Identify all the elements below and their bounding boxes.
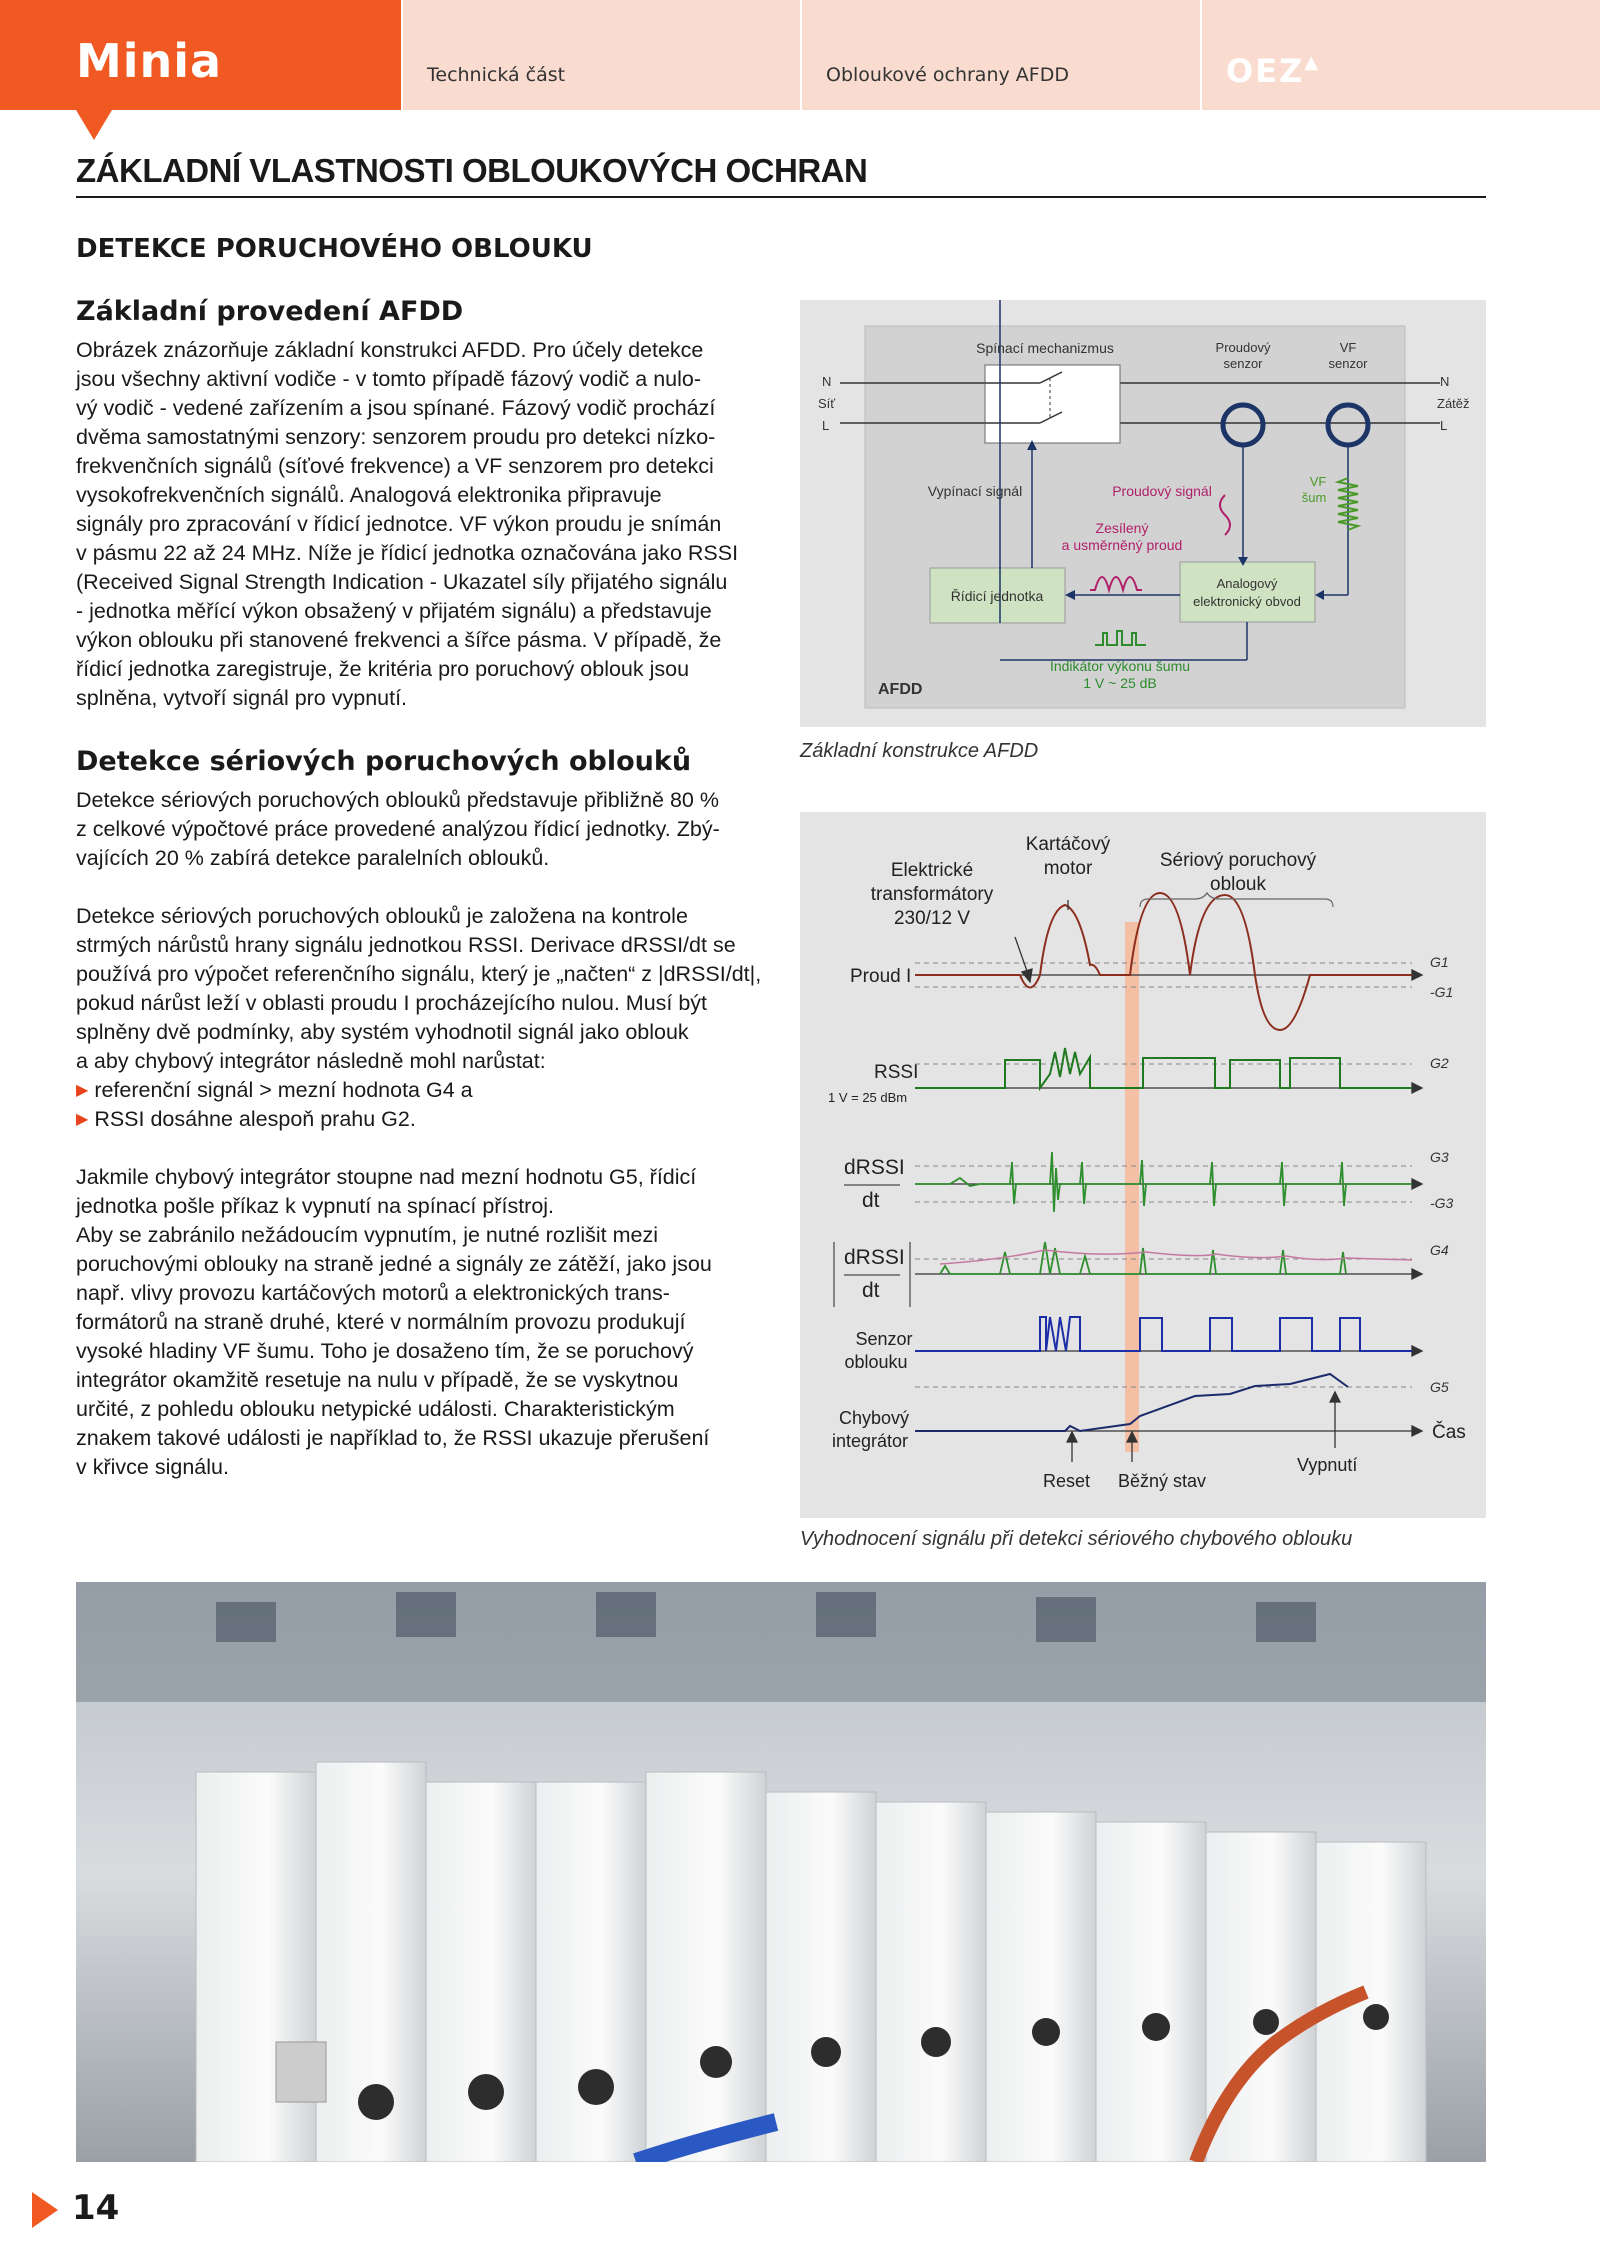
- section2-heading: Detekce sériových poruchových oblouků: [76, 746, 692, 777]
- serial-arc-label: oblouk: [1210, 874, 1266, 895]
- analog-label: Analogový: [1216, 576, 1278, 591]
- text-line: z celkové výpočtové práce provedené analýzou řídicí jednotky. Zbý-: [76, 817, 720, 841]
- sensor-row-label: Senzor: [855, 1329, 913, 1349]
- text-line: splněna, vytvoří signál pro vypnutí.: [76, 686, 408, 710]
- control-unit-label: Řídicí jednotka: [950, 588, 1044, 604]
- afdd-label: AFDD: [878, 681, 923, 698]
- analog-label: elektronický obvod: [1193, 594, 1301, 609]
- arc-brace: [1140, 893, 1333, 907]
- breakers-photo-svg: [76, 1582, 1486, 2162]
- signal-diagram: [800, 812, 1486, 1518]
- afdd-diagram: [800, 300, 1486, 727]
- normal-state-label: Běžný stav: [1118, 1471, 1207, 1491]
- figure1-caption: Základní konstrukce AFDD: [800, 740, 1039, 762]
- right-label: N: [1440, 374, 1450, 389]
- text-line: v pásmu 22 až 24 MHz. Níže je řídicí jednotka označována jako RSSI: [76, 541, 739, 565]
- vf-noise-label: VF: [1309, 474, 1327, 489]
- signal-diagram-svg: [800, 812, 1486, 1518]
- header-section: [403, 0, 800, 110]
- text-line: formátorů na straně druhé, které v normálním provozu produkují: [76, 1310, 686, 1334]
- threshold-g2: G2: [1430, 1055, 1449, 1071]
- text-line: pokud nárůst leží v oblasti proudu I procházejícího nulou. Musí být: [76, 991, 708, 1015]
- current-sensor-label: Proudový: [1215, 340, 1271, 355]
- drssi-label: dRSSI: [844, 1156, 905, 1179]
- page-arrow-icon: [32, 2192, 58, 2228]
- analog-circuit-box: [1180, 562, 1315, 622]
- sensor-row-label: oblouku: [844, 1352, 908, 1372]
- text-line: používá pro výpočet referenčního signálu, který je „načten“ z |dRSSI/dt|,: [76, 962, 762, 986]
- text-line: v křivce signálu.: [76, 1455, 229, 1479]
- amplified-label: Zesílený: [1095, 520, 1149, 536]
- text-line: a aby chybový integrátor následně mohl narůstat:: [76, 1049, 546, 1073]
- bullet-text: RSSI dosáhne alespoň prahu G2.: [94, 1107, 416, 1131]
- current-wave: [915, 893, 1412, 1030]
- motor-label: Kartáčový: [1025, 834, 1111, 855]
- text-line: poruchovými oblouky na straně jedné a signály ze zátěží, jako jsou: [76, 1252, 712, 1276]
- section2-text: [76, 786, 766, 1482]
- page-title: ZÁKLADNÍ VLASTNOSTI OBLOUKOVÝCH OCHRAN: [76, 152, 1486, 198]
- transformer-label: transformátory: [870, 884, 994, 905]
- left-label: N: [822, 374, 832, 389]
- current-signal-label: Proudový signál: [1112, 483, 1212, 499]
- header-section-label: Technická část: [427, 64, 566, 86]
- text-line: - jednotka měřící výkon obsažený v přijatém signálu) a představuje: [76, 599, 712, 623]
- rssi-wave: [915, 1048, 1412, 1088]
- section1-heading: Základní provedení AFDD: [76, 296, 464, 327]
- threshold-g5: G5: [1430, 1379, 1449, 1395]
- text-line: vysoké hladiny VF šumu. Toho je dosaženo tím, že se poruchový: [76, 1339, 694, 1363]
- bullet-arrow-icon: ▶: [76, 1082, 89, 1099]
- page-number-text: 14: [72, 2188, 120, 2228]
- time-label: Čas: [1432, 1422, 1466, 1443]
- figure2-caption: Vyhodnocení signálu při detekci sériového chybového oblouku: [800, 1528, 1353, 1550]
- trip-arrow-icon: [1330, 1392, 1340, 1402]
- text-line: vý vodič - vedené zařízením a jsou spínané. Fázový vodič prochází: [76, 396, 716, 420]
- reset-arrow-icon: [1067, 1432, 1077, 1442]
- text-line: řídicí jednotka zaregistruje, že kritéria pro poruchový oblouk jsou: [76, 657, 690, 681]
- logo-triangle-icon: ▲: [1304, 52, 1321, 73]
- integrator-row-label: integrátor: [831, 1431, 909, 1451]
- noise-indicator-label: Indikátor výkonu šumu: [1049, 658, 1191, 674]
- threshold-neg-g3: -G3: [1430, 1195, 1454, 1211]
- current-sensor-label: senzor: [1223, 356, 1263, 371]
- section-title: DETEKCE PORUCHOVÉHO OBLOUKU: [76, 234, 593, 264]
- trip-label: Vypnutí: [1297, 1455, 1358, 1475]
- reset-label: Reset: [1043, 1471, 1091, 1491]
- right-label: Zátěž: [1437, 396, 1470, 411]
- drssi-wave: [915, 1152, 1412, 1212]
- text-line: vajících 20 % zabírá detekce paralelních oblouků.: [76, 846, 550, 870]
- noise-indicator-label: 1 V ~ 25 dB: [1083, 675, 1157, 691]
- text-line: znakem takové události je například to, že RSSI ukazuje přerušení: [76, 1426, 710, 1450]
- oez-logo: [1202, 0, 1600, 110]
- header-topic-label: Obloukové ochrany AFDD: [826, 64, 1069, 86]
- sensor-wave: [915, 1317, 1412, 1351]
- bullet-item: [76, 1105, 766, 1134]
- event-marker: [1125, 922, 1139, 1452]
- text-line: splněny dvě podmínky, aby systém vyhodnotil signál jako oblouk: [76, 1020, 689, 1044]
- afdd-diagram-svg: [800, 300, 1486, 727]
- text-line: určité, z pohledu oblouku netypické události. Charakteristickým: [76, 1397, 675, 1421]
- integrator-row-label: Chybový: [838, 1408, 910, 1428]
- text-line: Obrázek znázorňuje základní konstrukci AFDD. Pro účely detekce: [76, 338, 704, 362]
- left-label: Síť: [818, 396, 836, 411]
- dt-label: dt: [862, 1189, 880, 1212]
- vf-sensor-label: senzor: [1328, 356, 1368, 371]
- text-line: jednotka pošle příkaz k vypnutí na spínací přístroj.: [76, 1194, 555, 1218]
- text-line: signály pro zpracování v řídicí jednotce. VF výkon proudu je snímán: [76, 512, 722, 536]
- switch-label: Spínací mechanizmus: [976, 340, 1114, 356]
- motor-label: motor: [1043, 858, 1093, 879]
- text-line: dvěma samostatnými senzory: senzorem proudu pro detekci nízko-: [76, 425, 716, 449]
- text-line: frekvenčních signálů (síťové frekvence) a VF senzorem pro detekci: [76, 454, 714, 478]
- current-row-label: Proud I: [850, 966, 912, 987]
- bullet-item: [76, 1076, 766, 1105]
- text-line: strmých nárůstů hrany signálu jednotkou RSSI. Derivace dRSSI/dt se: [76, 933, 736, 957]
- bullet-text: referenční signál > mezní hodnota G4 a: [94, 1078, 473, 1102]
- brand-block: [0, 0, 401, 110]
- threshold-g1: G1: [1430, 954, 1449, 970]
- text-line: jsou všechny aktivní vodiče - v tomto případě fázový vodič a nulo-: [76, 367, 702, 391]
- threshold-g3: G3: [1430, 1149, 1449, 1165]
- left-label: L: [822, 418, 830, 433]
- transformer-label: Elektrické: [890, 860, 974, 881]
- section1-text: [76, 336, 766, 713]
- text-line: Detekce sériových poruchových oblouků je založena na kontrole: [76, 904, 688, 928]
- brand-pointer: [76, 110, 112, 140]
- trip-signal-label: Vypínací signál: [927, 483, 1023, 499]
- text-line: výkon oblouku při stanovené frekvenci a šířce pásma. V případě, že: [76, 628, 722, 652]
- dt-abs-label: dt: [862, 1279, 880, 1302]
- text-line: (Received Signal Strength Indication - Ukazatel síly přijatého signálu: [76, 570, 728, 594]
- brand-name: Minia: [76, 34, 223, 88]
- threshold-g4: G4: [1430, 1242, 1449, 1258]
- text-line: např. vlivy provozu kartáčových motorů a elektronických trans-: [76, 1281, 670, 1305]
- vf-noise-label: šum: [1301, 490, 1327, 505]
- text-line: Jakmile chybový integrátor stoupne nad mezní hodnotu G5, řídicí: [76, 1165, 697, 1189]
- transformer-label: 230/12 V: [893, 908, 971, 929]
- serial-arc-label: Sériový poruchový: [1159, 850, 1317, 871]
- right-label: L: [1440, 418, 1448, 433]
- page-header: [0, 0, 1600, 110]
- drssi-abs-label: dRSSI: [844, 1246, 905, 1269]
- bullet-arrow-icon: ▶: [76, 1111, 89, 1128]
- rssi-unit-label: 1 V = 25 dBm: [828, 1090, 908, 1105]
- oez-logo-text: OEZ: [1226, 52, 1305, 90]
- text-line: integrátor okamžitě resetuje na nulu v případě, že se vyskytnou: [76, 1368, 679, 1392]
- text-line: Detekce sériových poruchových oblouků představuje přibližně 80 %: [76, 788, 719, 812]
- product-photo: [76, 1582, 1486, 2162]
- header-topic: [802, 0, 1200, 110]
- rssi-row-label: RSSI: [874, 1062, 919, 1083]
- threshold-neg-g1: -G1: [1430, 984, 1454, 1000]
- text-line: Aby se zabránilo nežádoucím vypnutím, je nutné rozlišit mezi: [76, 1223, 658, 1247]
- vf-sensor-label: VF: [1339, 340, 1357, 355]
- text-line: vysokofrekvenčních signálů. Analogová elektronika připravuje: [76, 483, 662, 507]
- amplified-label: a usměrněný proud: [1061, 537, 1183, 553]
